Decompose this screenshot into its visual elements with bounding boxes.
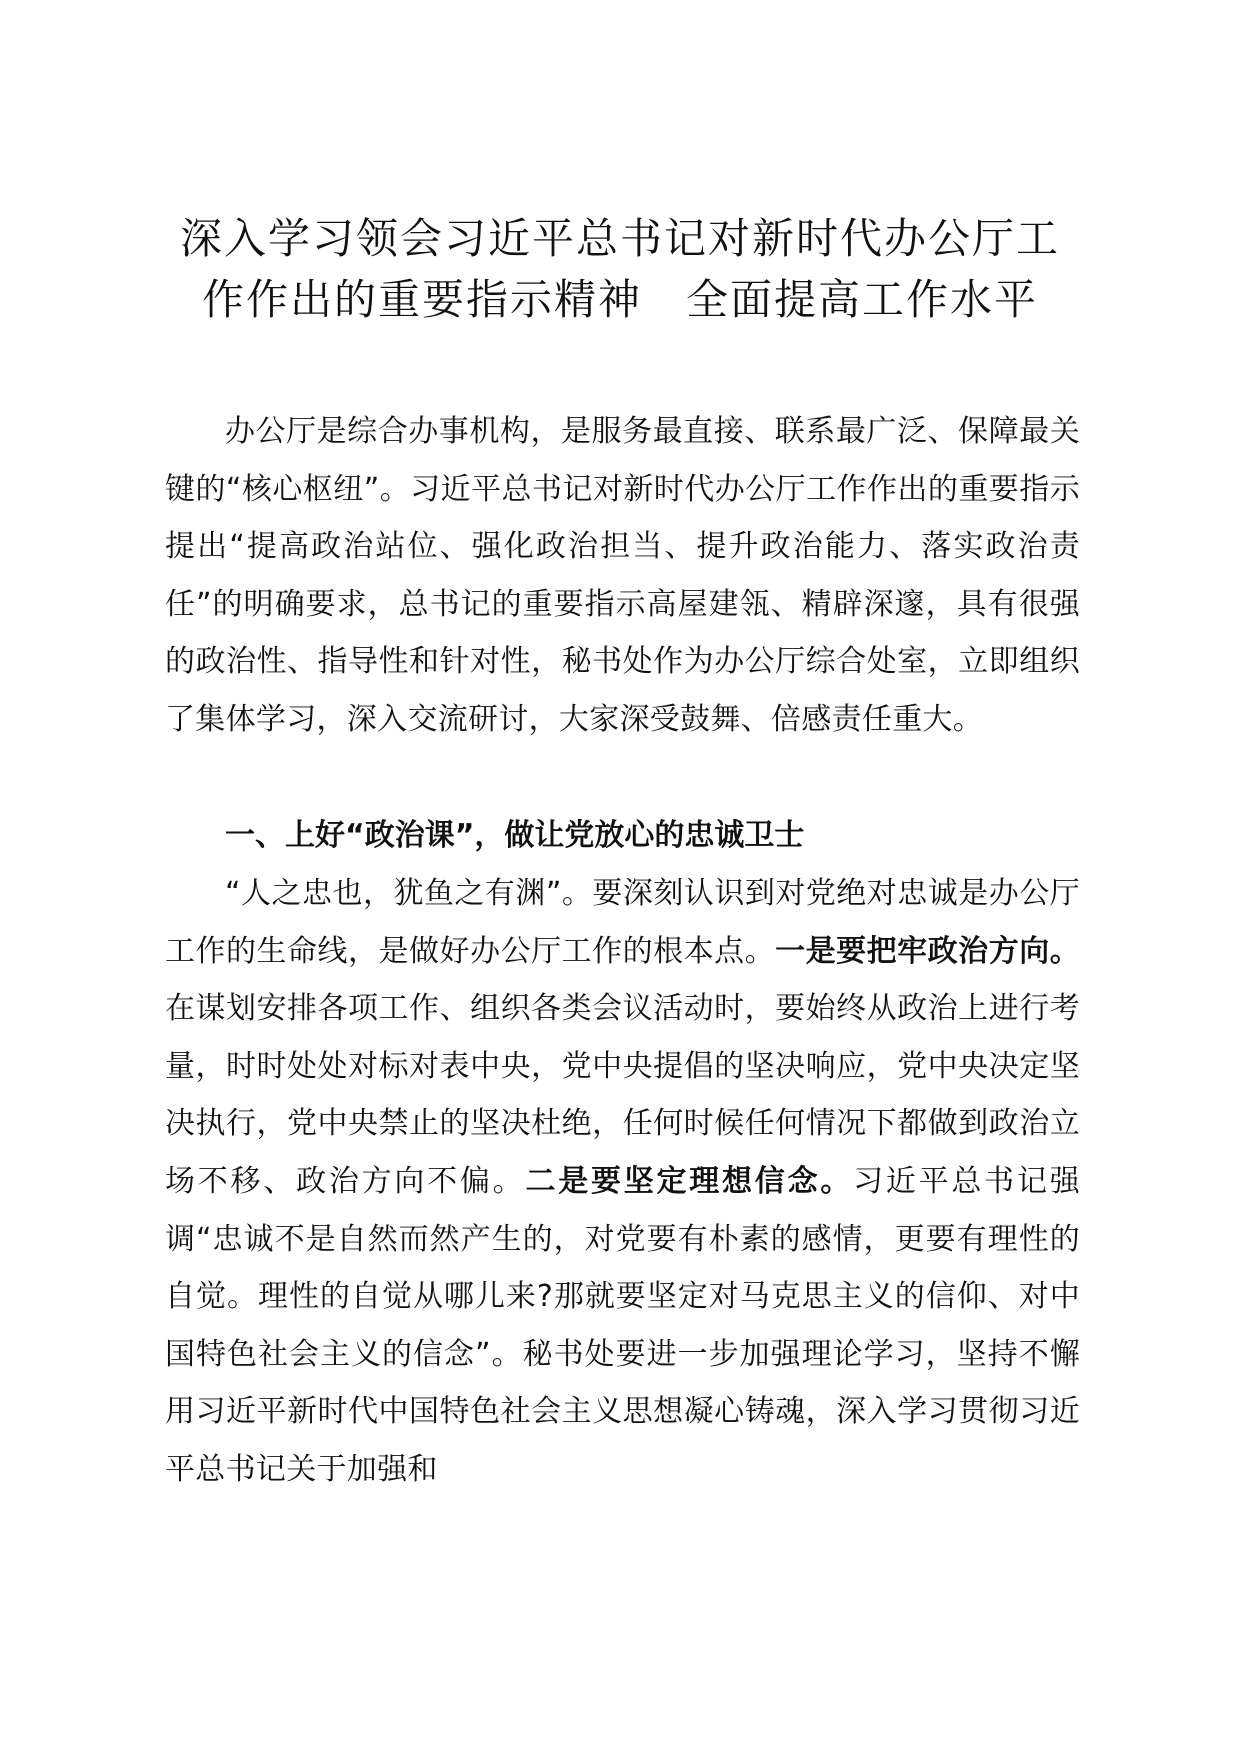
section-heading-1: 一、上好“政治课”，做让党放心的忠诚卫士 [225, 818, 805, 853]
paragraph-text: 习近平总书记强调“忠诚不是自然而然产生的，对党要有朴素的感情，更要有理性的自觉。理性的自觉从哪儿来?那就要坚定对马克思主义的信仰、对中国特色社会主义的信念”。秘书处要进一步加强理论学习，坚持不懈用习近平新时代中国特色社会主义思想凝心铸魂，深入学习贯彻习近平总书记关于加强和 [165, 1163, 1081, 1487]
paragraph-text: 在谋划安排各项工作、组织各类会议活动时，要始终从政治上进行考量，时时处处对标对表中央，党中央提倡的坚决响应，党中央决定坚决执行，党中央禁止的坚决杜绝，任何时候任何情况下都做到政治立场不移、政治方向不偏。 [165, 991, 1080, 1199]
title-line-1: 深入学习领会习近平总书记对新时代办公厅工 [179, 214, 1060, 263]
paragraph-intro: 办公厅是综合办事机构，是服务最直接、联系最广泛、保障最关键的“核心枢纽”。习近平总书记对新时代办公厅工作作出的重要指示提出“提高政治站位、强化政治担当、提升政治能力、落实政治责任”的明确要求，总书记的重要指示高屋建瓴、精辟深邃，具有很强的政治性、指导性和针对性，秘书处作为办公厅综合处室，立即组织了集体学习，深入交流研讨，大家深受鼓舞、倍感责任重大。 [165, 414, 1080, 737]
paragraph-text: “人之忠也，犹鱼之有渊”。要深刻认识到对党绝对忠诚是办公厅工作的生命线，是做好办公厅工作的根本点。 [165, 876, 1080, 969]
bold-point-1: 一是要把牢政治方向。 [775, 933, 1081, 969]
paragraph-section-1 [165, 865, 1080, 1499]
title-line-2: 作作出的重要指示精神 全面提高工作水平 [201, 275, 1038, 324]
document-title [150, 208, 1090, 330]
bold-point-2: 二是要坚定理想信念。 [525, 1163, 854, 1199]
